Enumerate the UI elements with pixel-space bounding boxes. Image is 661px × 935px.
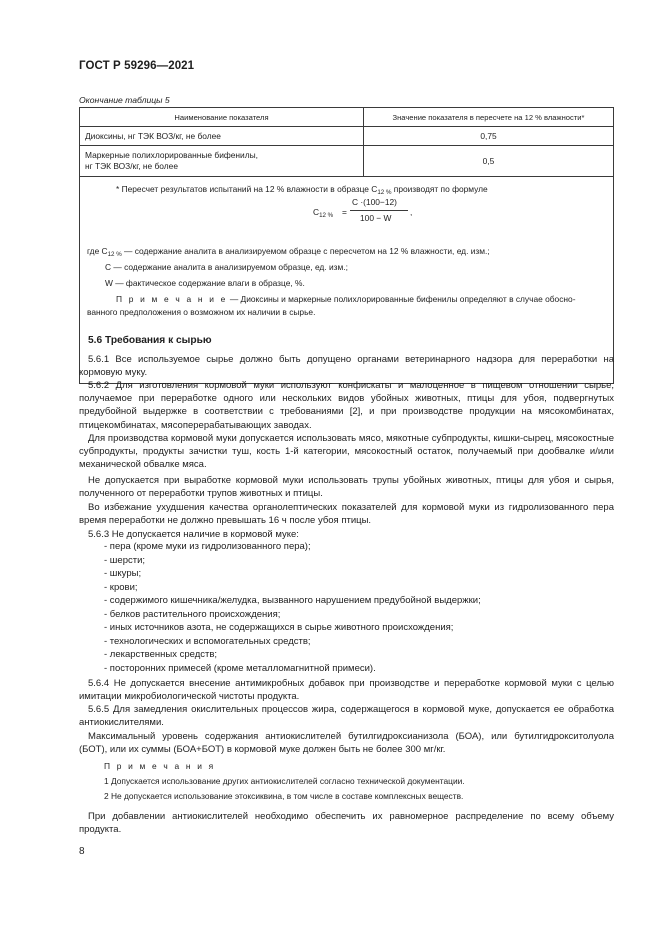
footnote-text-a: * Пересчет результатов испытаний на 12 % влажности в образце C: [116, 184, 378, 194]
formula-denominator: 100 − W: [360, 213, 392, 223]
formula-equals: =: [342, 207, 347, 217]
row-value-dioxins: 0,75: [364, 127, 614, 146]
footnote-text-b: производят по формуле: [391, 184, 488, 194]
column-header-value: Значение показателя в пересчете на 12 % влажности*: [364, 108, 614, 127]
where-subscript: 12 %: [107, 251, 122, 258]
formula-lhs-subscript: 12 %: [319, 212, 334, 219]
footnote-note-line2: ванного предположения о возможном их наличии в сырье.: [87, 307, 316, 317]
paragraph-antioxidant-limit: Максимальный уровень содержания антиокислителей бутилгидроксианизола (БОА), или бутилгидрокситолуола (БОТ), или их суммы (БОА+БОТ) в кормовой муке должен быть не более 300 мг/кг.: [79, 731, 614, 756]
paragraph-raw-materials: Для производства кормовой муки допускается использовать мясо, мякотные субпродукты, кишки-сырец, мясокостные субпродукты, продукты зачистки туш, кость 1-й категории, мясокостный остаток, получаемый при дообвалке и/или механической обвалке мяса.: [79, 433, 614, 471]
row-value-pcb: 0,5: [364, 146, 614, 177]
row-name-pcb: [80, 146, 364, 177]
formula-comma: ,: [410, 207, 413, 217]
footnote-note-line1: [116, 294, 575, 304]
footnote-c-line: C — содержание аналита в анализируемом образце, ед. изм.;: [105, 262, 348, 272]
list-item: - пера (кроме муки из гидролизованного пера);: [104, 541, 311, 552]
list-item: - шкуры;: [104, 568, 142, 579]
table-caption: Окончание таблицы 5: [79, 95, 170, 105]
footnote-subscript: 12 %: [377, 189, 392, 196]
note-2: 2 Не допускается использование этоксиквина, в том числе в составе комплексных веществ.: [104, 791, 464, 801]
row-name-pcb-line1: Маркерные полихлорированные бифенилы,: [85, 150, 258, 160]
list-item: - содержимого кишечника/желудка, вызванного нарушением предубойной выдержки;: [104, 595, 481, 606]
footnote-line1: [116, 184, 488, 196]
list-item: - посторонних примесей (кроме металломагнитной примеси).: [104, 663, 376, 674]
paragraph-uniform-distribution: При добавлении антиокислителей необходимо обеспечить их равномерное распределение по всему объему продукта.: [79, 811, 614, 836]
footnote-where-line: [87, 246, 490, 258]
notes-label: П р и м е ч а н и я: [104, 761, 216, 771]
formula-lhs-symbol: C: [313, 207, 320, 217]
note-text: — Диоксины и маркерные полихлорированные бифенилы определяют в случае обосно-: [227, 294, 576, 304]
list-item: - лекарственных средств;: [104, 649, 218, 660]
paragraph-5-6-2: 5.6.2 Для изготовления кормовой муки используют конфискаты и малоценное в пищевом отношении сырье, получаемое при переработке одного или нескольких видов убойных животных, птицы для убоя, подвергнутых предубойной выдержке в соответствии с требованиями [2], и при производстве продукции на мясокомбинатах, птицекомбинатах, мясоперерабатывающих заводах.: [79, 380, 614, 431]
row-name-dioxins: Диоксины, нг ТЭК ВОЗ/кг, не более: [80, 127, 364, 146]
page-number: 8: [79, 846, 85, 857]
formula-lhs: [313, 207, 333, 219]
table-row: [80, 127, 614, 146]
footnote-w-line: W — фактическое содержание влаги в образце, %.: [105, 278, 305, 288]
section-title: 5.6 Требования к сырью: [88, 335, 212, 346]
paragraph-5-6-1: 5.6.1 Все используемое сырье должно быть допущено органами ветеринарного надзора для переработки на кормовую муку.: [79, 354, 614, 379]
column-header-name: Наименование показателя: [80, 108, 364, 127]
list-item: - белков растительного происхождения;: [104, 609, 281, 620]
paragraph-5-6-3: 5.6.3 Не допускается наличие в кормовой муке:: [88, 529, 299, 540]
list-item: - крови;: [104, 582, 138, 593]
standard-title: ГОСТ Р 59296—2021: [79, 60, 195, 72]
table-header-row: [80, 108, 614, 127]
paragraph-prohibited-carcasses: Не допускается при выработке кормовой муки использовать трупы убойных животных, птицы для убоя и сырья, полученного от переработки трупов животных и птицы.: [79, 475, 614, 500]
list-item: - шерсти;: [104, 555, 146, 566]
paragraph-5-6-4: 5.6.4 Не допускается внесение антимикробных добавок при производстве и переработке кормовой муки с целью имитации микробиологической чистоты продукта.: [79, 678, 614, 703]
where-text-a: где C: [87, 246, 108, 256]
table-row: [80, 146, 614, 177]
formula-fraction-bar: [350, 210, 408, 211]
row-name-pcb-line2: нг ТЭК ВОЗ/кг, не более: [85, 161, 178, 171]
list-item: - технологических и вспомогательных средств;: [104, 636, 311, 647]
list-item: - иных источников азота, не содержащихся в сырье животного происхождения;: [104, 622, 454, 633]
paragraph-feather-processing: Во избежание ухудшения качества органолептических показателей для кормовой муки из гидролизованного пера время переработки не должно превышать 16 ч после убоя птицы.: [79, 502, 614, 527]
formula-numerator: C ·(100−12): [352, 197, 397, 207]
note-label: П р и м е ч а н и е: [116, 294, 228, 304]
where-text-b: — содержание аналита в анализируемом образце с пересчетом на 12 % влажности, ед. изм.;: [121, 246, 490, 256]
paragraph-5-6-5: 5.6.5 Для замедления окислительных процессов жира, содержащегося в кормовой муке, допускается ее обработка антиокислителями.: [79, 704, 614, 729]
note-1: 1 Допускается использование других антиокислителей согласно технической документации.: [104, 776, 465, 786]
